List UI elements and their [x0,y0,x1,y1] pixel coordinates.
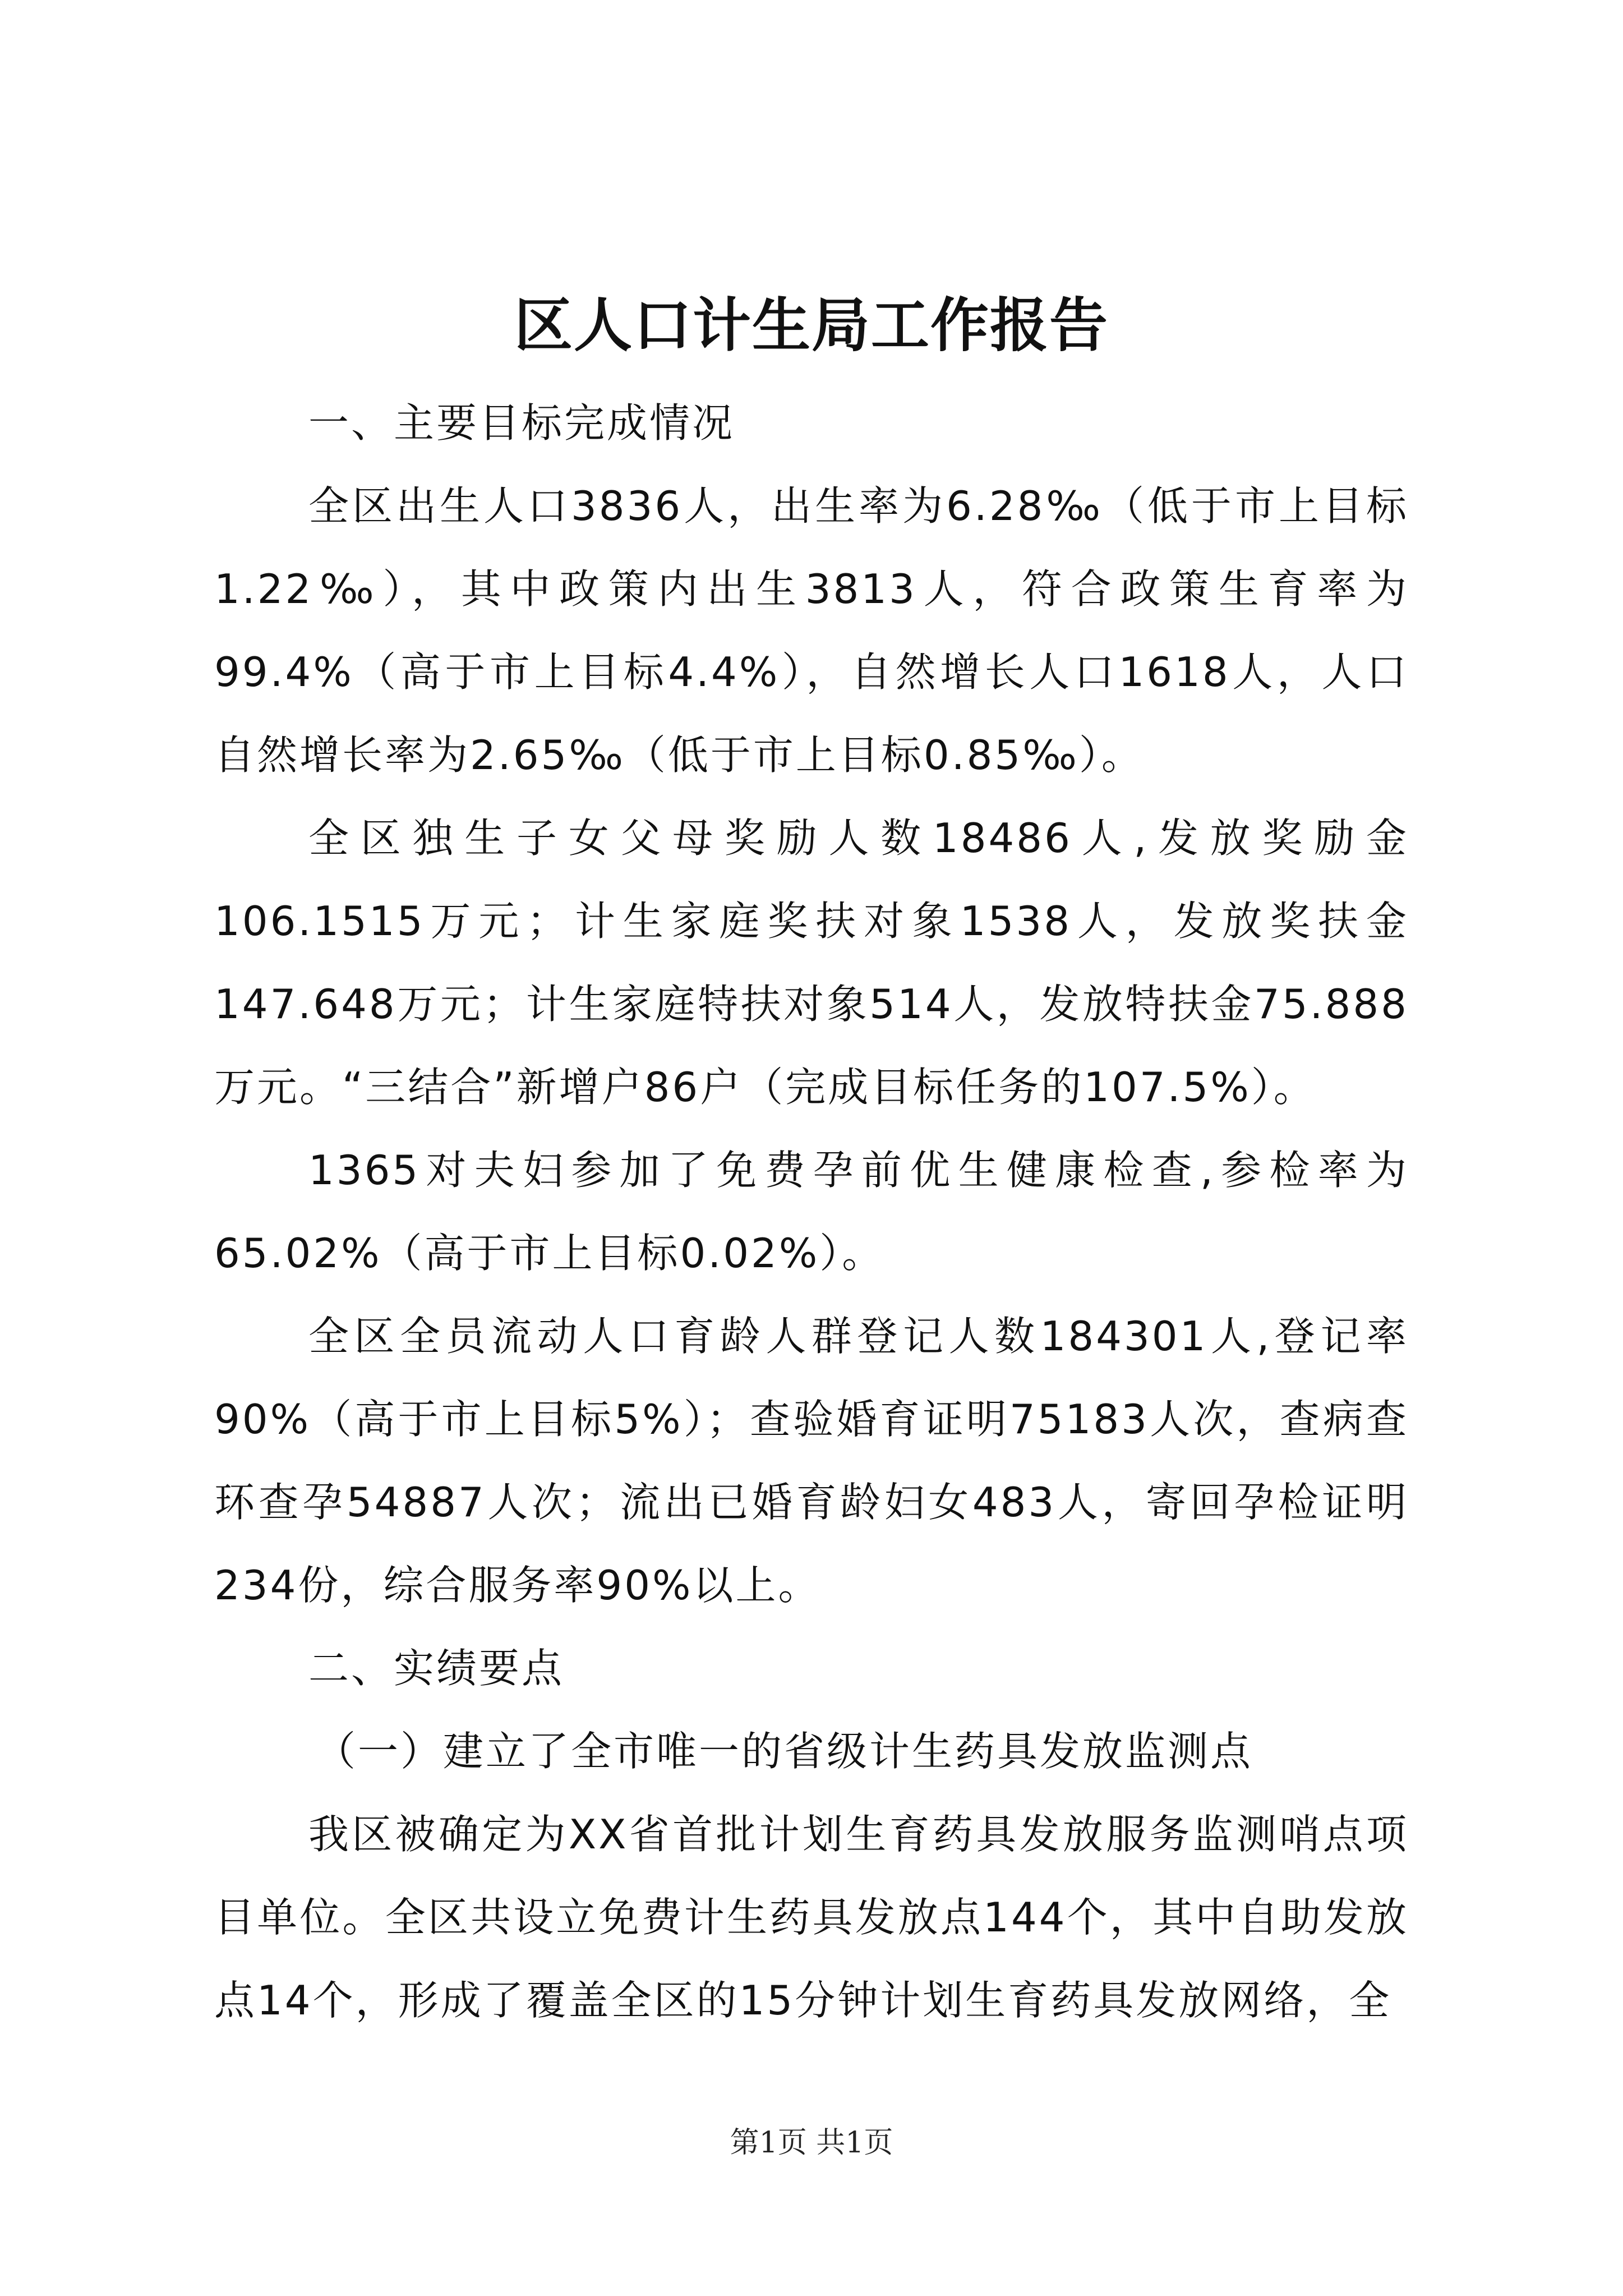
section-heading-1: 一、主要目标完成情况 [308,399,735,447]
paragraph-reward-stats: 全区独生子女父母奖励人数18486人,发放奖励金106.1515万元；计生家庭奖扶对象1538人，发放奖扶金147.648万元；计生家庭特扶对象514人，发放特扶金75.888万元。“三结合”新增户86户（完成目标任务的107.5%）。 [214,815,1409,1111]
document-body [214,381,1409,2042]
section-heading-2: 二、实绩要点 [308,1645,565,1692]
paragraph-monitoring-point: 我区被确定为XX省首批计划生育药具发放服务监测哨点项目单位。全区共设立免费计生药具发放点144个，其中自助发放点14个，形成了覆盖全区的15分钟计划生育药具发放网络，全 [214,1811,1409,2024]
paragraph-health-check: 1365对夫妇参加了免费孕前优生健康检查,参检率为65.02%（高于市上目标0.02%）。 [214,1147,1409,1277]
paragraph-floating-population: 全区全员流动人口育龄人群登记人数184301人,登记率90%（高于市上目标5%）；查验婚育证明75183人次，查病查环查孕54887人次；流出已婚育龄妇女483人，寄回孕检证明234份，综合服务率90%以上。 [214,1313,1409,1609]
document-title: 区人口计生局工作报告 [514,291,1109,360]
paragraph-birth-stats: 全区出生人口3836人，出生率为6.28‰（低于市上目标1.22‰），其中政策内出生3813人，符合政策生育率为99.4%（高于市上目标4.4%），自然增长人口1618人，人口自然增长率为2.65‰（低于市上目标0.85‰）。 [214,482,1409,779]
page-number-footer: 第1页 共1页 [730,2126,893,2160]
subsection-heading-1: （一）建立了全市唯一的省级计生药具发放监测点 [315,1728,1253,1775]
